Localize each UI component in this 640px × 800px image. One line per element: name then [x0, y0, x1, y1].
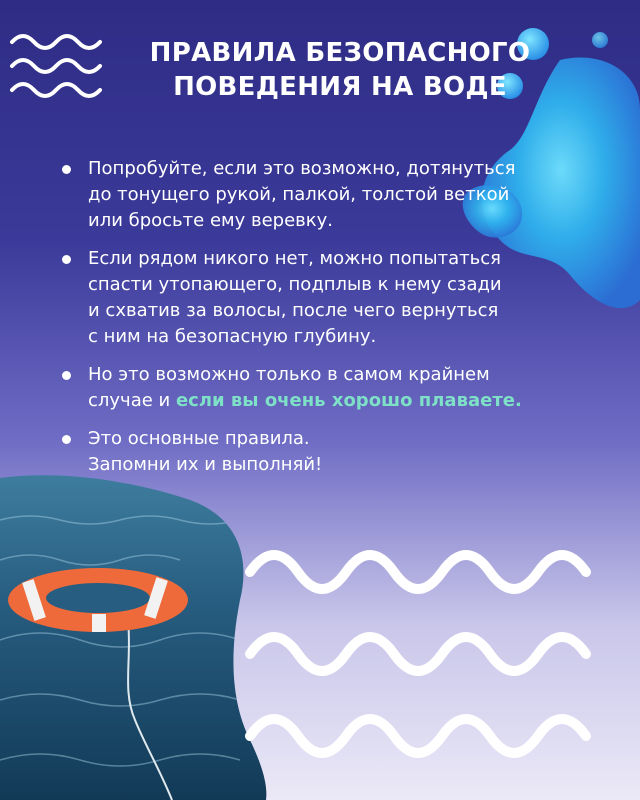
list-item [60, 362, 580, 414]
highlighted-text: если вы очень хорошо плаваете. [175, 390, 522, 411]
bullet-line: Попробуйте, если это возможно, дотянуться [88, 158, 516, 179]
bullet-dot-icon [62, 255, 71, 264]
bullet-line [88, 388, 580, 414]
bullet-line: до тонущего рукой, палкой, толстой веткой [88, 184, 510, 205]
bullet-line: с ним на безопасную глубину. [88, 326, 377, 347]
title-line-2: ПОВЕДЕНИЯ НА ВОДЕ [173, 72, 507, 102]
bullet-line: спасти утопающего, подплыв к нему сзади [88, 274, 502, 295]
bullet-line: Запомни их и выполняй! [88, 454, 323, 475]
list-item [60, 246, 580, 350]
page-title [120, 36, 560, 104]
wave-lines-icon [12, 36, 100, 96]
bullet-line: Это основные правила. [88, 428, 310, 449]
wave-lines-icon [250, 555, 586, 753]
bullet-line: Но это возможно только в самом крайнем [88, 364, 490, 385]
list-item [60, 426, 580, 478]
bullet-dot-icon [62, 435, 71, 444]
sea-photo [0, 470, 280, 800]
bullet-line: и схватив за волосы, после чего вернуться [88, 300, 499, 321]
list-item [60, 156, 580, 234]
rules-list [60, 156, 580, 490]
bullet-dot-icon [62, 371, 71, 380]
bullet-text: случае и [88, 390, 176, 411]
title-line-1: ПРАВИЛА БЕЗОПАСНОГО [149, 38, 531, 68]
bullet-line: или бросьте ему веревку. [88, 210, 334, 231]
bullet-dot-icon [62, 165, 71, 174]
bullet-line: Если рядом никого нет, можно попытаться [88, 248, 501, 269]
lifebuoy-icon [8, 568, 188, 632]
